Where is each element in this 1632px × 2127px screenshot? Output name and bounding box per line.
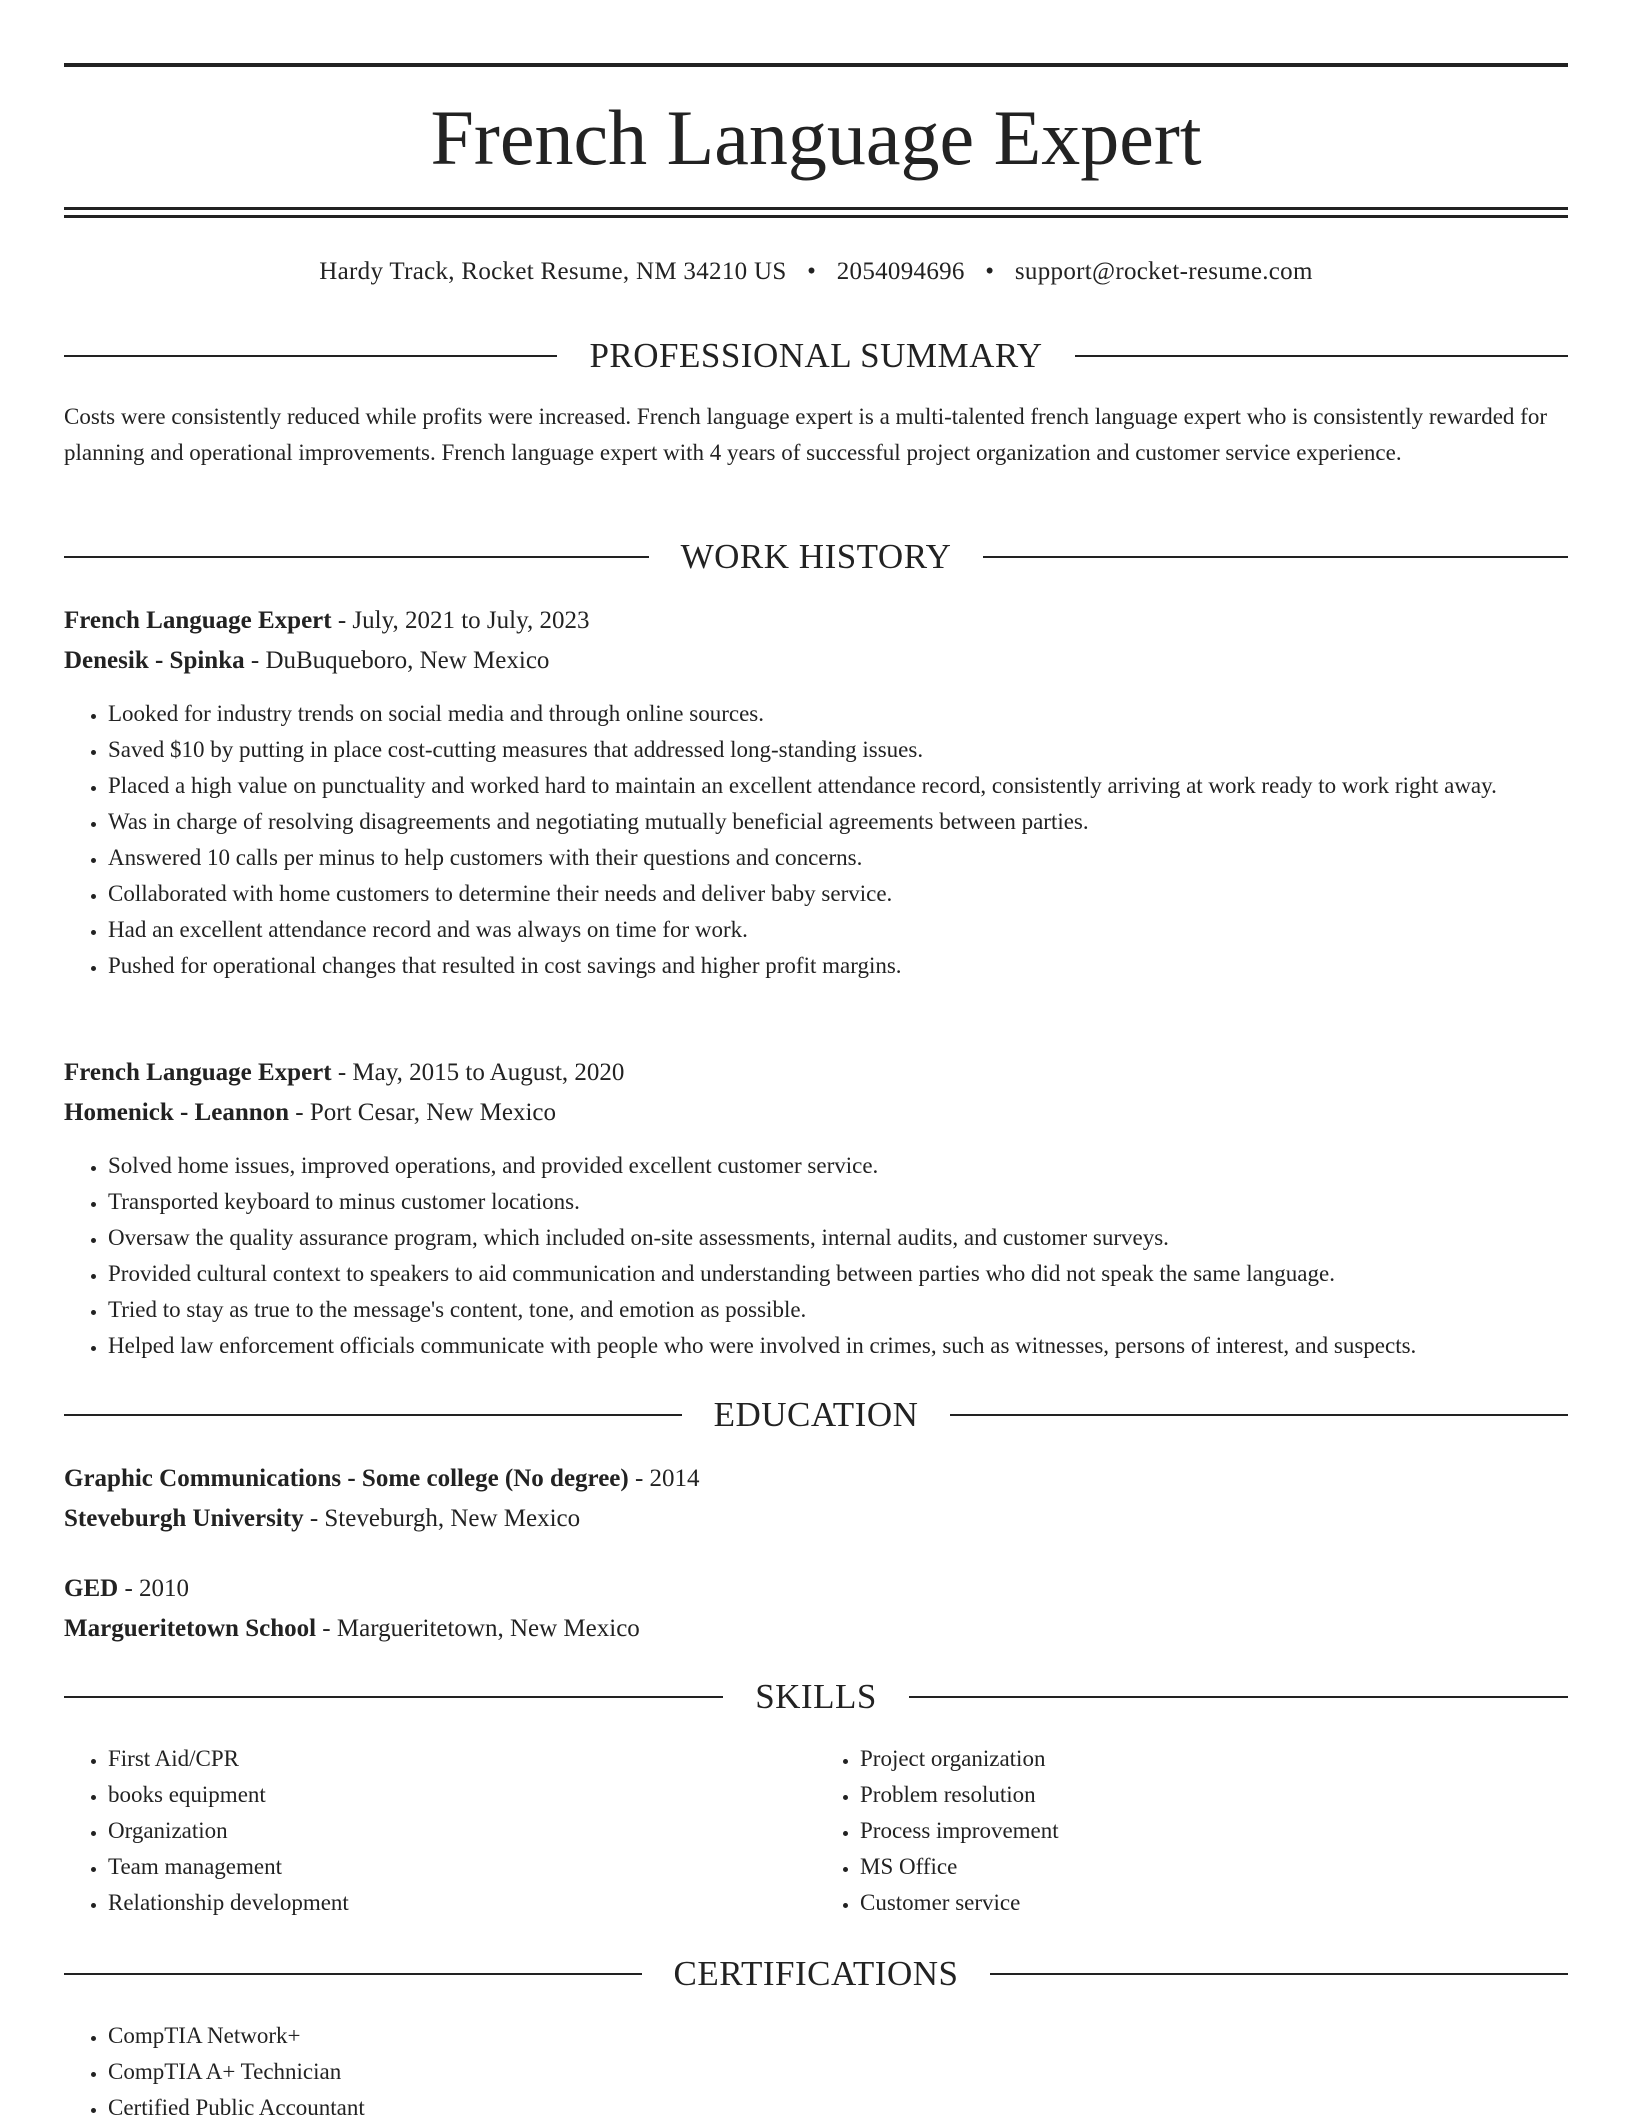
job-company: Denesik - Spinka <box>64 647 245 674</box>
job-duty: • Transported keyboard to minus customer locations. <box>108 1184 1568 1220</box>
certification-item: • CompTIA A+ Technician <box>108 2054 1568 2090</box>
job-duty: • Solved home issues, improved operations, and provided excellent customer service. <box>108 1148 1568 1184</box>
education-school: Margueritetown School <box>64 1615 317 1642</box>
education-school-line <box>64 1609 1568 1649</box>
job-duty: • Had an excellent attendance record and was always on time for work. <box>108 912 1568 948</box>
job-duty: • Tried to stay as true to the message's content, tone, and emotion as possible. <box>108 1292 1568 1328</box>
job-duty: • Helped law enforcement officials communicate with people who were involved in crimes, such as witnesses, persons of interest, and suspects. <box>108 1328 1568 1364</box>
skills-columns <box>64 1741 1568 1921</box>
section-header-summary <box>64 336 1568 376</box>
job-title-line <box>64 601 1568 641</box>
header-double-rule-upper <box>64 207 1568 210</box>
job-location: - DuBuqueboro, New Mexico <box>244 647 550 674</box>
section-rule <box>909 1696 1568 1698</box>
top-rule <box>64 63 1568 67</box>
contact-email: support@rocket-resume.com <box>1014 258 1313 285</box>
job-duty: • Was in charge of resolving disagreements and negotiating mutually beneficial agreements between parties. <box>108 804 1568 840</box>
education-year: - 2014 <box>628 1465 700 1492</box>
certification-item: • CompTIA Network+ <box>108 2018 1568 2054</box>
skills-list-left <box>64 1741 816 1921</box>
section-rule <box>983 556 1568 558</box>
job-dates: - July, 2021 to July, 2023 <box>331 607 590 634</box>
job-company-line <box>64 641 1568 681</box>
job-duties-list <box>64 696 1568 984</box>
job-duty: • Answered 10 calls per minus to help customers with their questions and concerns. <box>108 840 1568 876</box>
education-degree: Graphic Communications - Some college (No degree) <box>64 1465 629 1492</box>
section-title: PROFESSIONAL SUMMARY <box>589 336 1043 375</box>
job-duty: • Oversaw the quality assurance program, which included on-site assessments, internal audits, and customer surveys. <box>108 1220 1568 1256</box>
contact-line <box>64 252 1568 292</box>
section-title: CERTIFICATIONS <box>673 1954 959 1993</box>
job-position: French Language Expert <box>64 1059 332 1086</box>
contact-separator: • <box>985 258 995 285</box>
section-rule <box>950 1414 1568 1416</box>
skill-item: • Relationship development <box>108 1885 816 1921</box>
skills-list-right <box>816 1741 1568 1921</box>
job-dates: - May, 2015 to August, 2020 <box>331 1059 625 1086</box>
contact-phone: 2054094696 <box>836 258 965 285</box>
summary-text: Costs were consistently reduced while profits were increased. French language expert is a multi-talented french language expert who is consistently rewarded for planning and operational improvements. French language expert with 4 years of successful project organization and customer service experience. <box>64 404 1547 465</box>
skill-item: • Team management <box>108 1849 816 1885</box>
section-rule <box>990 1973 1568 1975</box>
skill-item: • MS Office <box>860 1849 1568 1885</box>
job-title-line <box>64 1053 1568 1093</box>
contact-separator: • <box>807 258 817 285</box>
section-header-certifications <box>64 1954 1568 1994</box>
skill-item: • Organization <box>108 1813 816 1849</box>
section-header-work-history <box>64 537 1568 577</box>
section-rule <box>64 1973 642 1975</box>
section-header-education <box>64 1395 1568 1435</box>
job-duty: • Pushed for operational changes that resulted in cost savings and higher profit margins. <box>108 948 1568 984</box>
education-degree-line <box>64 1569 1568 1609</box>
contact-address: Hardy Track, Rocket Resume, NM 34210 US <box>319 258 787 285</box>
job-duty: • Provided cultural context to speakers to aid communication and understanding between parties who did not speak the same language. <box>108 1256 1568 1292</box>
job-company-line <box>64 1093 1568 1133</box>
header-double-rule-lower <box>64 215 1568 218</box>
section-rule <box>1075 355 1568 357</box>
section-rule <box>64 556 649 558</box>
skill-item: • Customer service <box>860 1885 1568 1921</box>
job-position: French Language Expert <box>64 607 332 634</box>
skill-item: • Project organization <box>860 1741 1568 1777</box>
section-title: EDUCATION <box>713 1395 919 1434</box>
section-header-skills <box>64 1677 1568 1717</box>
skill-item: • books equipment <box>108 1777 816 1813</box>
job-duty: • Collaborated with home customers to determine their needs and deliver baby service. <box>108 876 1568 912</box>
skill-item: • Problem resolution <box>860 1777 1568 1813</box>
candidate-name: French Language Expert <box>430 94 1202 181</box>
education-degree: GED <box>64 1575 119 1602</box>
section-title: SKILLS <box>755 1677 877 1716</box>
education-degree-line <box>64 1459 1568 1499</box>
education-school: Steveburgh University <box>64 1505 304 1532</box>
job-duties-list <box>64 1148 1568 1364</box>
section-rule <box>64 355 557 357</box>
section-rule <box>64 1696 723 1698</box>
skill-item: • Process improvement <box>860 1813 1568 1849</box>
job-company: Homenick - Leannon <box>64 1099 290 1126</box>
certification-item: • Certified Public Accountant <box>108 2090 1568 2126</box>
education-location: - Steveburgh, New Mexico <box>303 1505 581 1532</box>
education-location: - Margueritetown, New Mexico <box>316 1615 640 1642</box>
job-duty: • Looked for industry trends on social media and through online sources. <box>108 696 1568 732</box>
skill-item: • First Aid/CPR <box>108 1741 816 1777</box>
job-location: - Port Cesar, New Mexico <box>289 1099 557 1126</box>
education-year: - 2010 <box>118 1575 190 1602</box>
job-duty: • Saved $10 by putting in place cost-cutting measures that addressed long-standing issues. <box>108 732 1568 768</box>
section-rule <box>64 1414 682 1416</box>
certifications-list <box>64 2018 1568 2126</box>
education-school-line <box>64 1499 1568 1539</box>
section-title: WORK HISTORY <box>680 537 952 576</box>
job-duty: • Placed a high value on punctuality and worked hard to maintain an excellent attendance record, consistently arriving at work ready to work right away. <box>108 768 1568 804</box>
